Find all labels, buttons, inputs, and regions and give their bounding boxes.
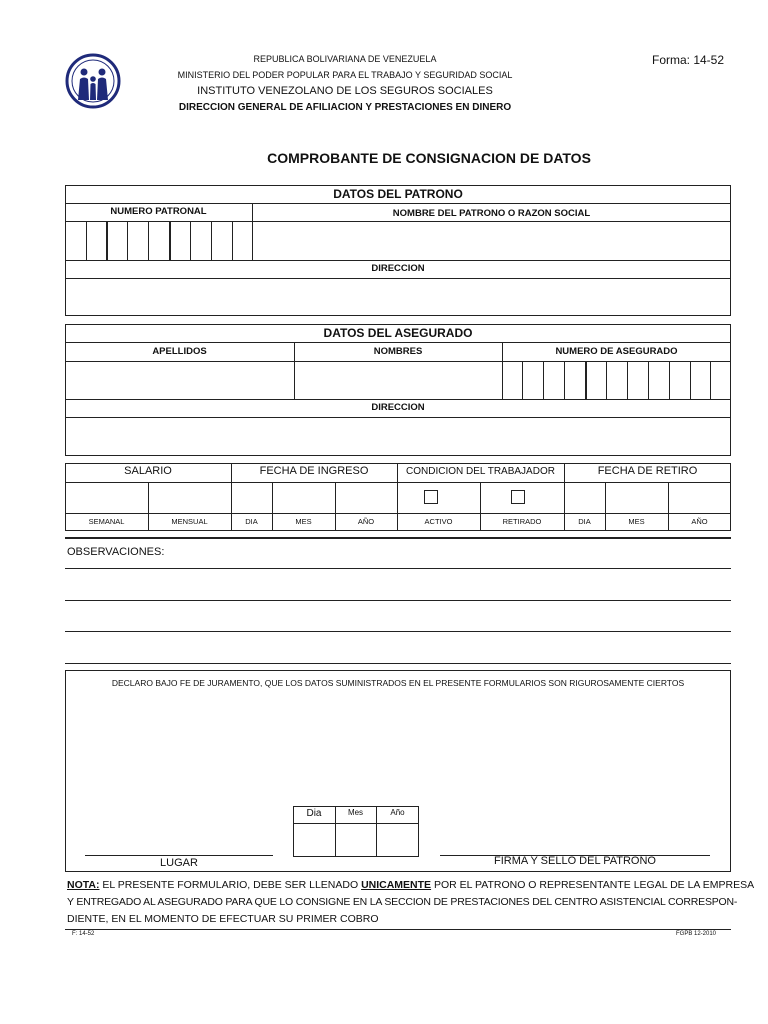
fecha-mes-field[interactable] [336, 824, 375, 856]
retiro-ano-label: AÑO [691, 517, 708, 526]
nombres-label: NOMBRES [373, 346, 423, 357]
activo-checkbox[interactable] [424, 490, 438, 504]
asegurado-direccion-field[interactable] [66, 418, 730, 455]
ingreso-mes-label: MES [295, 517, 312, 526]
nota-line-3: DIENTE, EN EL MOMENTO DE EFECTUAR SU PRIMER COBRO [67, 913, 379, 925]
observaciones-line-3[interactable] [65, 631, 731, 632]
nombre-patrono-field[interactable] [253, 222, 730, 259]
numero-patronal-label: NUMERO PATRONAL [110, 206, 207, 217]
ivss-logo-icon [64, 52, 122, 110]
nota-part2: POR EL PATRONO O REPRESENTANTE LEGAL DE LA EMPRESA [431, 879, 755, 891]
activo-label: ACTIVO [424, 517, 453, 526]
patrono-direccion-field[interactable] [66, 279, 730, 315]
forma-number: Forma: 14-52 [652, 53, 725, 67]
observaciones-label: OBSERVACIONES: [67, 546, 165, 558]
semanal-label: SEMANAL [88, 517, 125, 526]
fecha-mes-label: Mes [347, 808, 364, 817]
apellidos-field[interactable] [66, 362, 293, 398]
lugar-line[interactable] [85, 855, 273, 856]
firma-label: FIRMA Y SELLO DEL PATRONO [494, 855, 656, 867]
numero-asegurado-label: NUMERO DE ASEGURADO [555, 346, 678, 357]
header-direccion-general: DIRECCION GENERAL DE AFILIACION Y PRESTACIONES EN DINERO [178, 102, 512, 113]
ingreso-ano-label: AÑO [357, 517, 375, 526]
nota-line-1 [67, 879, 755, 891]
condicion-trabajador-label: CONDICION DEL TRABAJADOR [406, 466, 555, 477]
numero-patronal-field[interactable] [66, 222, 251, 259]
header-instituto: INSTITUTO VENEZOLANO DE LOS SEGUROS SOCIALES [197, 85, 493, 97]
fecha-dia-field[interactable] [294, 824, 334, 856]
footer-form-code: F: 14-52 [72, 931, 95, 937]
lugar-label: LUGAR [160, 857, 198, 869]
fecha-dia-label: Dia [306, 808, 322, 819]
fecha-retiro-label: FECHA DE RETIRO [597, 465, 698, 477]
retiro-mes-label: MES [628, 517, 645, 526]
asegurado-direccion-label: DIRECCION [371, 402, 425, 413]
observaciones-line-1[interactable] [65, 568, 731, 569]
nota-part1: EL PRESENTE FORMULARIO, DEBE SER LLENADO [99, 879, 362, 891]
salario-label: SALARIO [124, 465, 172, 477]
fecha-ingreso-label: FECHA DE INGRESO [259, 465, 369, 477]
patrono-section-title: DATOS DEL PATRONO [333, 187, 463, 201]
page-title: COMPROBANTE DE CONSIGNACION DE DATOS [267, 150, 591, 166]
apellidos-label: APELLIDOS [152, 346, 207, 357]
footer-revision: FGPB 12-2010 [676, 931, 717, 937]
retiro-dia-label: DIA [578, 517, 591, 526]
header-republica: REPUBLICA BOLIVARIANA DE VENEZUELA [253, 54, 437, 64]
retirado-checkbox[interactable] [511, 490, 525, 504]
observaciones-line-4[interactable] [65, 663, 731, 664]
retirado-label: RETIRADO [502, 517, 542, 526]
fecha-ano-field[interactable] [377, 824, 418, 856]
patrono-direccion-label: DIRECCION [371, 263, 425, 274]
header-ministerio: MINISTERIO DEL PODER POPULAR PARA EL TRABAJO Y SEGURIDAD SOCIAL [177, 70, 513, 80]
declaracion-text: DECLARO BAJO FE DE JURAMENTO, QUE LOS DATOS SUMINISTRADOS EN EL PRESENTE FORMULARIOS SON RIGUROSAMENTE CIERTOS [111, 678, 685, 688]
fecha-ano-label: Año [390, 808, 405, 817]
ingreso-dia-label: DIA [245, 517, 258, 526]
nombre-patrono-label: NOMBRE DEL PATRONO O RAZON SOCIAL [392, 208, 591, 219]
observaciones-line-2[interactable] [65, 600, 731, 601]
mensual-label: MENSUAL [171, 517, 208, 526]
nombres-field[interactable] [295, 362, 501, 398]
nota-label: NOTA: [67, 879, 100, 891]
numero-asegurado-field[interactable] [503, 362, 730, 398]
nota-line-2: Y ENTREGADO AL ASEGURADO PARA QUE LO CONSIGNE EN LA SECCION DE PRESTACIONES DEL CENTRO ASISTENCIAL CORRESPON- [67, 896, 738, 908]
nota-unicamente: UNICAMENTE [361, 879, 432, 891]
asegurado-section-title: DATOS DEL ASEGURADO [323, 326, 473, 340]
